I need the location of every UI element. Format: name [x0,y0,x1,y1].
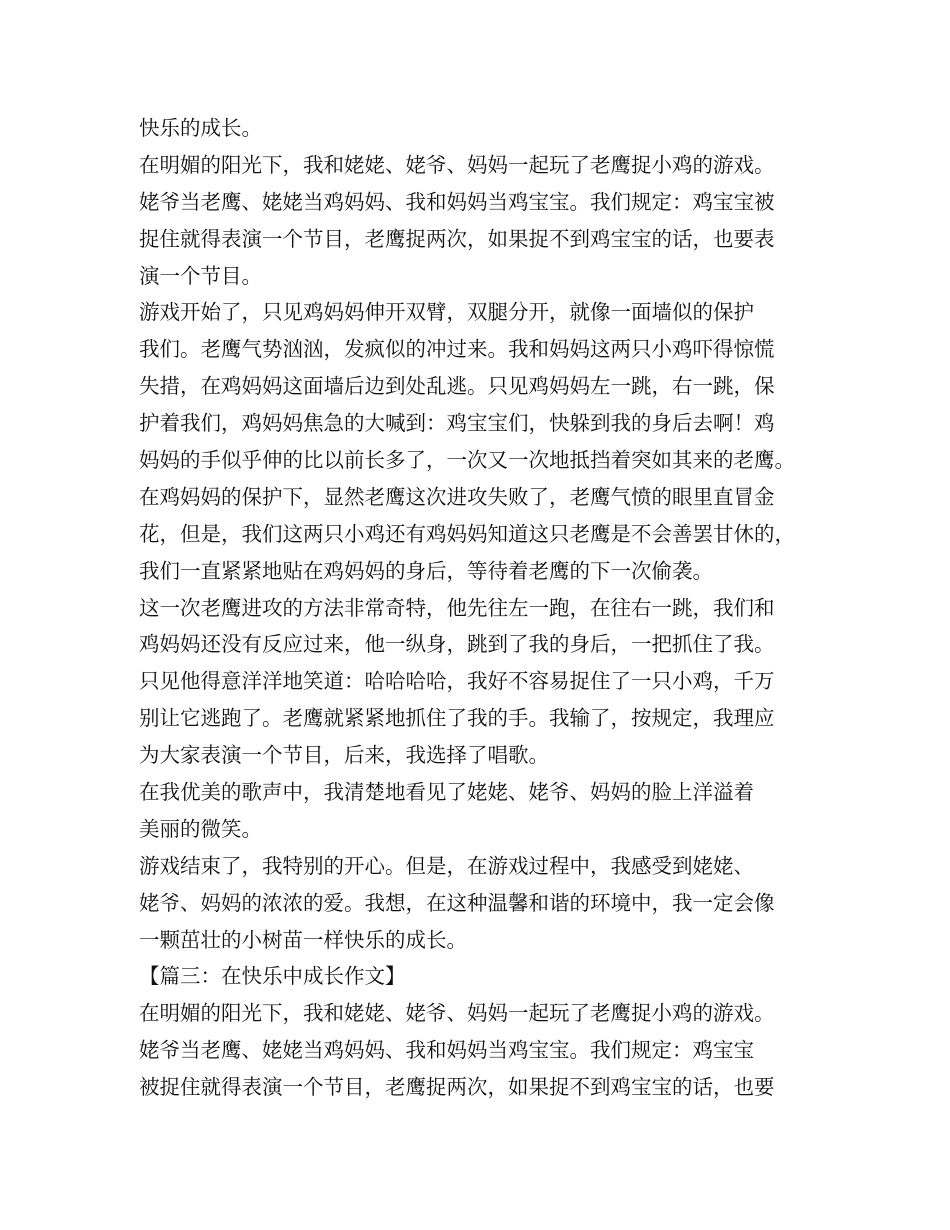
text-line: 鸡妈妈还没有反应过来，他一纵身，跳到了我的身后，一把抓住了我。 [139,632,775,657]
text-line: 姥爷当老鹰、姥姥当鸡妈妈、我和妈妈当鸡宝宝。我们规定：鸡宝宝 [139,1038,754,1063]
text-line: 被捉住就得表演一个节目，老鹰捉两次，如果捉不到鸡宝宝的话，也要 [139,1075,775,1100]
text-line: 只见他得意洋洋地笑道：哈哈哈哈，我好不容易捉住了一只小鸡，千万 [139,669,775,694]
text-line: 美丽的微笑。 [139,816,262,841]
document-body [139,110,839,1106]
text-line: 为大家表演一个节目，后来，我选择了唱歌。 [139,743,549,768]
text-line: 在明媚的阳光下，我和姥姥、姥爷、妈妈一起玩了老鹰捉小鸡的游戏。 [139,152,775,177]
text-line: 失措，在鸡妈妈这面墙后边到处乱逃。只见鸡妈妈左一跳，右一跳，保 [139,374,775,399]
text-line: 游戏开始了，只见鸡妈妈伸开双臂，双腿分开，就像一面墙似的保护 [139,300,754,325]
text-line: 这一次老鹰进攻的方法非常奇特，他先往左一跑，在往右一跳，我们和 [139,595,775,620]
text-line: 妈妈的手似乎伸的比以前长多了，一次又一次地抵挡着突如其来的老鹰。 [139,448,795,473]
section-heading: 【篇三：在快乐中成长作文】 [139,964,406,989]
text-line: 快乐的成长。 [139,116,262,140]
text-line: 游戏结束了，我特别的开心。但是，在游戏过程中，我感受到姥姥、 [139,853,754,878]
text-line: 一颗茁壮的小树苗一样快乐的成长。 [139,927,467,952]
text-line: 在我优美的歌声中，我清楚地看见了姥姥、姥爷、妈妈的脸上洋溢着 [139,780,754,805]
text-line: 姥爷当老鹰、姥姥当鸡妈妈、我和妈妈当鸡宝宝。我们规定：鸡宝宝被 [139,189,775,214]
text-line: 我们一直紧紧地贴在鸡妈妈的身后，等待着老鹰的下一次偷袭。 [139,558,713,583]
text-line: 姥爷、妈妈的浓浓的爱。我想，在这种温馨和谐的环境中，我一定会像 [139,890,775,915]
text-line: 捉住就得表演一个节目，老鹰捉两次，如果捉不到鸡宝宝的话，也要表 [139,226,775,251]
text-line: 别让它逃跑了。老鹰就紧紧地抓住了我的手。我输了，按规定，我理应 [139,706,775,731]
text-line: 护着我们，鸡妈妈焦急的大喊到：鸡宝宝们，快躲到我的身后去啊！鸡 [139,411,775,436]
text-line: 在明媚的阳光下，我和姥姥、姥爷、妈妈一起玩了老鹰捉小鸡的游戏。 [139,1001,775,1026]
text-line: 花，但是，我们这两只小鸡还有鸡妈妈知道这只老鹰是不会善罢甘休的， [139,521,795,546]
text-line: 在鸡妈妈的保护下，显然老鹰这次进攻失败了，老鹰气愤的眼里直冒金 [139,484,775,509]
text-line: 我们。老鹰气势汹汹，发疯似的冲过来。我和妈妈这两只小鸡吓得惊慌 [139,337,775,362]
text-line: 演一个节目。 [139,263,262,288]
